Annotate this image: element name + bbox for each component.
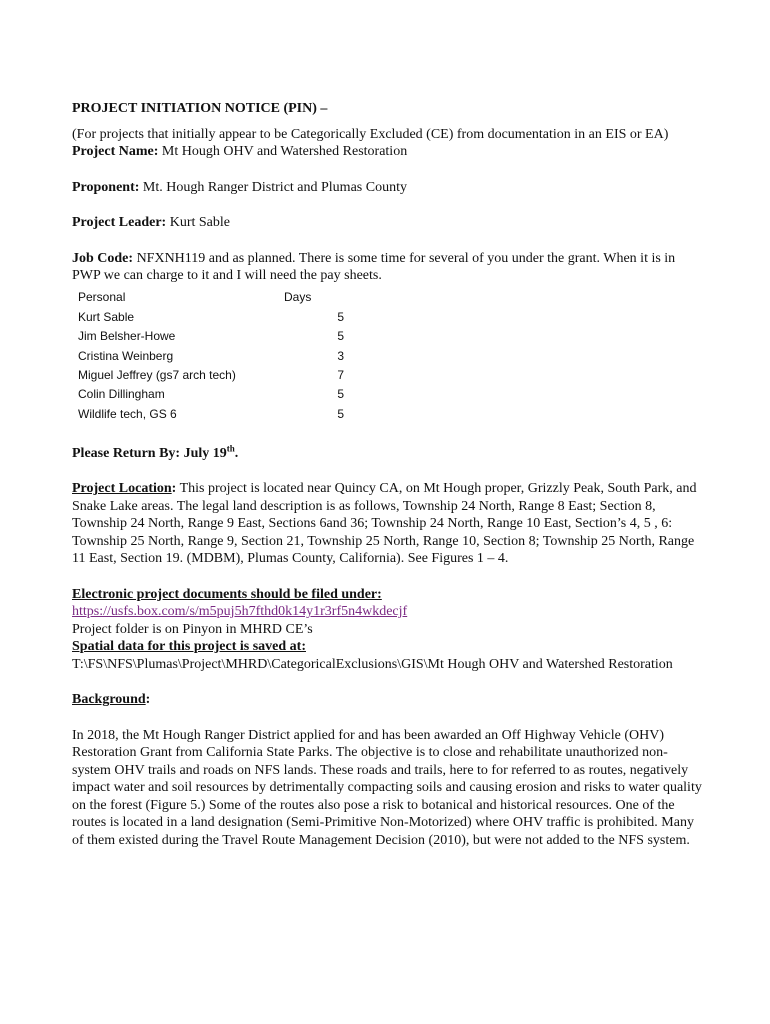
staff-days: 5 [337,406,344,421]
staff-name: Wildlife tech, GS 6 [78,406,177,421]
spatial-data-path: T:\FS\NFS\Plumas\Project\MHRD\CategoricalExclusions\GIS\Mt Hough OHV and Watershed Restoration [72,656,673,672]
spatial-data-label: Spatial data for this project is saved at: [72,639,306,655]
table-row [78,347,348,366]
staff-header-row [78,289,348,308]
background-heading: Background: [72,692,151,708]
box-link[interactable]: https://usfs.box.com/s/m5puj5h7fthd0k14y1r3rf5n4wkdecjf [72,604,408,620]
table-row [78,366,348,385]
proponent: Proponent: Mt. Hough Ranger District and Plumas County [72,179,407,195]
staff-name: Kurt Sable [78,309,135,324]
staff-table [78,289,348,425]
electronic-docs-link[interactable] [72,603,702,621]
staff-name: Miguel Jeffrey (gs7 arch tech) [78,368,236,382]
return-by: Please Return By: July 19th. [72,443,239,461]
staff-days: 3 [337,348,344,363]
project-leader: Project Leader: Kurt Sable [72,215,230,230]
project-location: Project Location: This project is located near Quincy CA, on Mt Hough proper, Grizzly Peak, South Park, and Snake Lake areas. The legal land description is as follows, Township 24 North, Range 8 East; Section 8, Township 24 North, Range 9 East, Sections 6and 36; Township 24 North, Range 10 East, Section’s 4, 5 , 6: Township 25 North, Range 9, Section 21, Township 25 North, Range 10, Section 8; Township 25 North, Range 11 East, Section 19. (MDBM), Plumas County, California). See Figures 1 – 4. [72,481,697,567]
background-text: In 2018, the Mt Hough Ranger District applied for and has been awarded an Off Highway Vehicle (OHV) Restoration Grant from California State Parks. The objective is to close and rehabilitate unauthorized non-system OHV trails and roads on NFS lands. These roads and trails, here to for referred to as routes, negatively impact water and soil resources by detrimentally compacting soils and causing erosion and risks to water quality on the forest (Figure 5.) Some of the routes also pose a risk to botanical and historical resources. One of the routes is located in a land designation (Semi-Primitive Non-Motorized) where OHV traffic is prohibited. Many of them existed during the Travel Route Management Decision (2010), but were not added to the NFS system. [72,727,702,848]
folder-note: Project folder is on Pinyon in MHRD CE’s [72,621,313,637]
staff-name: Colin Dillingham [78,387,165,402]
staff-name: Jim Belsher-Howe [78,329,176,344]
staff-days: 7 [337,368,344,382]
electronic-docs-label: Electronic project documents should be filed under: [72,586,382,602]
table-row [78,308,348,327]
staff-days: 5 [337,329,344,344]
job-code: Job Code: NFXNH119 and as planned. There is some time for several of you under the grant. When it is in PWP we can charge to it and I will need the pay sheets. [72,250,676,283]
staff-days: 5 [337,309,344,324]
col-days: Days [284,290,312,305]
staff-name: Cristina Weinberg [78,348,174,363]
doc-subtitle: (For projects that initially appear to be Categorically Excluded (CE) from documentation in an EIS or EA) [72,126,669,142]
table-row [78,405,348,424]
document-page [72,100,702,849]
col-personal: Personal [78,290,126,305]
staff-days: 5 [337,387,344,402]
doc-title: PROJECT INITIATION NOTICE (PIN) – [72,101,328,116]
table-row [78,385,348,404]
table-row [78,327,348,346]
project-name: Project Name: Mt Hough OHV and Watershed Restoration [72,144,408,159]
